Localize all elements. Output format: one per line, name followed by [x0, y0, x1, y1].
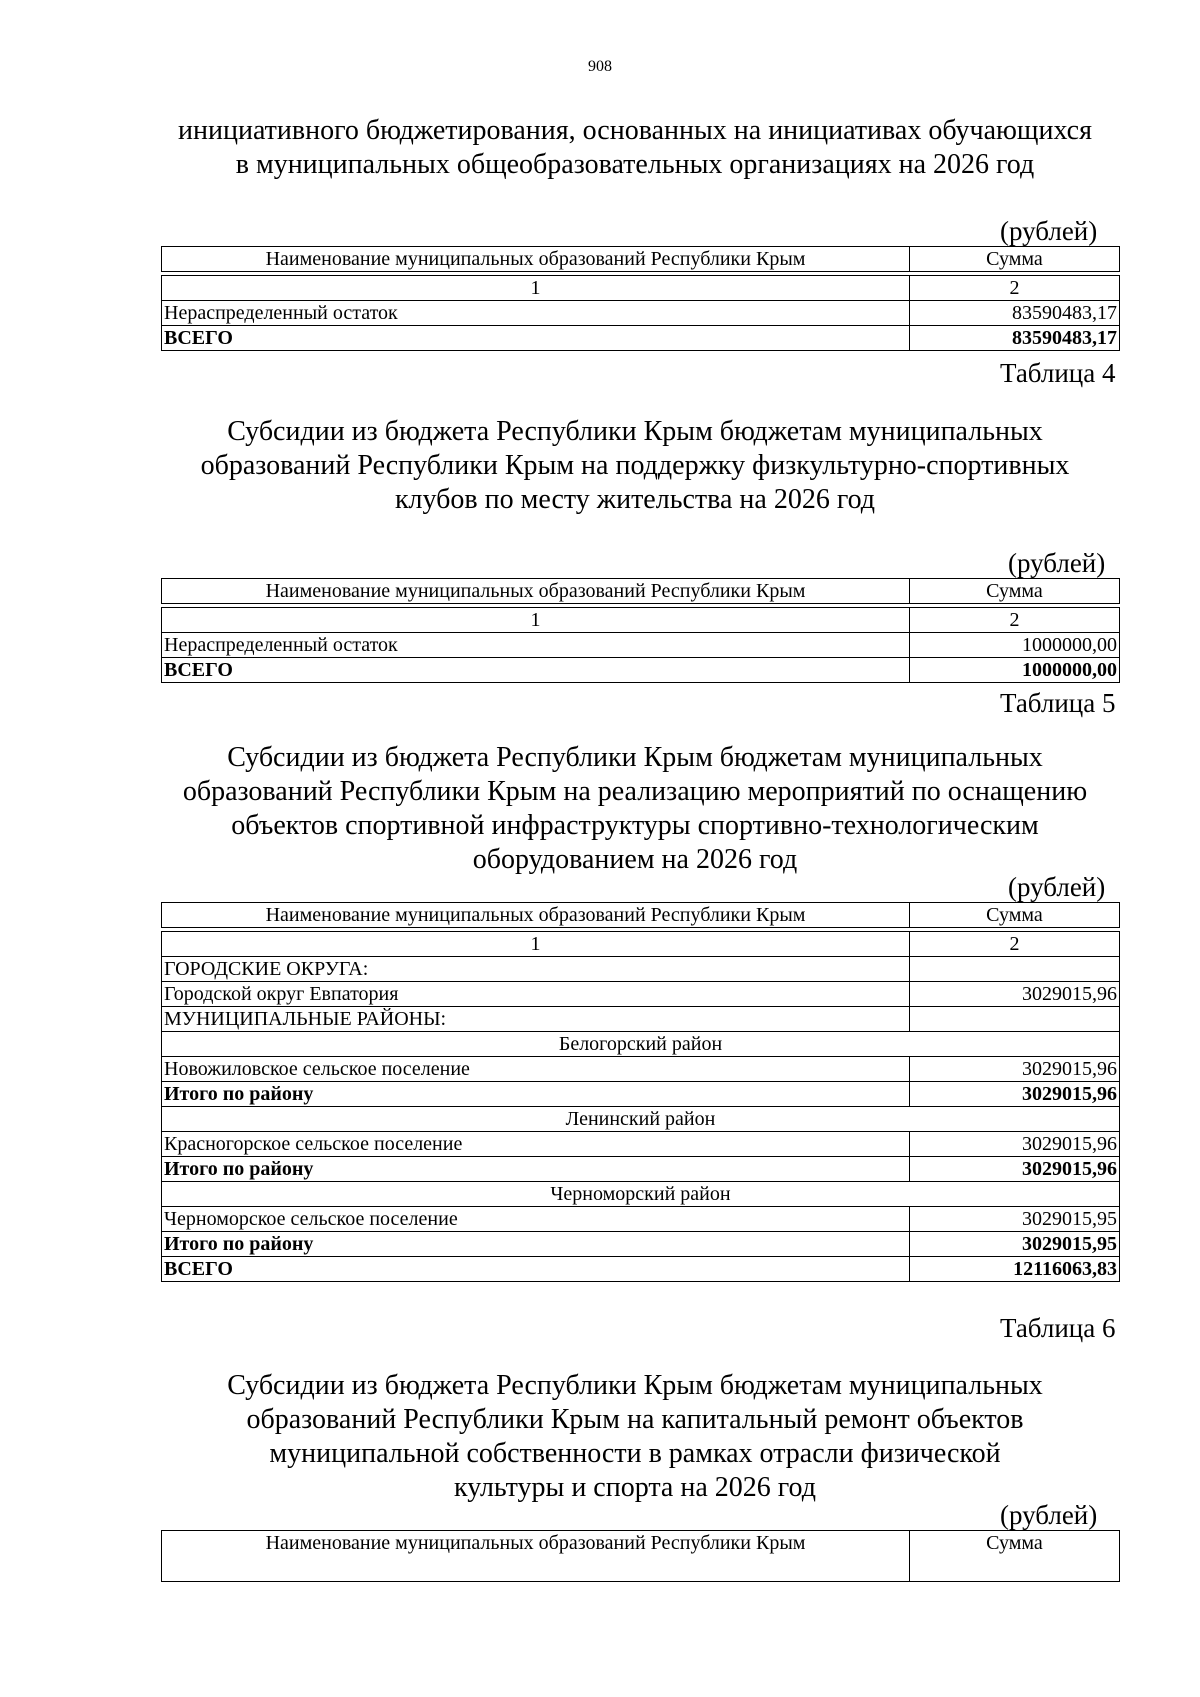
title-line: муниципальной собственности в рамках отрасли физической	[269, 1438, 1001, 1469]
table-label: Таблица 6	[1000, 1313, 1116, 1343]
district-row	[162, 1182, 1120, 1207]
row-sum: 1000000,00	[910, 633, 1120, 658]
total-sum: 1000000,00	[910, 658, 1120, 683]
section3-title	[150, 741, 1120, 877]
row-name: Городской округ Евпатория	[162, 982, 910, 1007]
table-row	[162, 1207, 1120, 1232]
header-name: Наименование муниципальных образований Республики Крым	[162, 1531, 910, 1582]
title-line: Субсидии из бюджета Республики Крым бюджетам муниципальных	[227, 742, 1043, 773]
title-line: Субсидии из бюджета Республики Крым бюджетам муниципальных	[227, 1370, 1043, 1401]
unit-label: (рублей)	[1000, 216, 1098, 246]
column-number: 1	[162, 608, 910, 633]
column-number: 2	[910, 932, 1120, 957]
subtotal-row	[162, 1232, 1120, 1257]
column-number: 1	[162, 276, 910, 301]
header-name: Наименование муниципальных образований Республики Крым	[162, 903, 910, 928]
table-row	[162, 1057, 1120, 1082]
row-sum: 3029015,95	[910, 1207, 1120, 1232]
table-row	[162, 1132, 1120, 1157]
header-sum: Сумма	[910, 903, 1120, 928]
table-header-row	[162, 1531, 1120, 1582]
row-sum: 3029015,96	[910, 982, 1120, 1007]
title-line: в муниципальных общеобразовательных организациях на 2026 год	[235, 149, 1035, 180]
row-name: Нераспределенный остаток	[162, 633, 910, 658]
total-sum: 83590483,17	[910, 326, 1120, 351]
title-line: образований Республики Крым на поддержку физкультурно-спортивных	[200, 450, 1070, 481]
unit-label: (рублей)	[1008, 548, 1106, 578]
total-row	[162, 658, 1120, 683]
subtotal-row	[162, 1082, 1120, 1107]
row-name: Красногорское сельское поселение	[162, 1132, 910, 1157]
group-header-row	[162, 957, 1120, 982]
header-name: Наименование муниципальных образований Республики Крым	[162, 579, 910, 604]
unit-label: (рублей)	[1000, 1500, 1098, 1530]
table-label: Таблица 5	[1000, 688, 1116, 718]
row-name: Нераспределенный остаток	[162, 301, 910, 326]
title-line: культуры и спорта на 2026 год	[453, 1472, 816, 1503]
section1-table	[161, 246, 1120, 351]
title-line: образований Республики Крым на реализацию мероприятий по оснащению	[182, 776, 1088, 807]
column-number-row	[162, 276, 1120, 301]
row-sum: 3029015,96	[910, 1132, 1120, 1157]
group-header: ГОРОДСКИЕ ОКРУГА:	[162, 957, 910, 982]
table-header-row	[162, 247, 1120, 272]
title-line: клубов по месту жительства на 2026 год	[394, 484, 876, 515]
table-row	[162, 633, 1120, 658]
total-sum: 12116063,83	[910, 1257, 1120, 1282]
subtotal-sum: 3029015,96	[910, 1157, 1120, 1182]
column-number-row	[162, 608, 1120, 633]
title-line: образований Республики Крым на капитальный ремонт объектов	[246, 1404, 1024, 1435]
section4-table	[161, 1530, 1120, 1582]
title-line: объектов спортивной инфраструктуры спортивно-технологическим	[231, 810, 1039, 841]
district-name: Ленинский район	[162, 1107, 1120, 1132]
column-number: 1	[162, 932, 910, 957]
section1-title	[150, 114, 1120, 182]
total-row	[162, 326, 1120, 351]
table-row	[162, 301, 1120, 326]
group-header-row	[162, 1007, 1120, 1032]
section2-title	[150, 415, 1120, 517]
header-sum: Сумма	[910, 1531, 1120, 1582]
subtotal-name: Итого по району	[162, 1157, 910, 1182]
column-number-row	[162, 932, 1120, 957]
title-line: оборудованием на 2026 год	[472, 844, 798, 875]
subtotal-name: Итого по району	[162, 1232, 910, 1257]
table-header-row	[162, 579, 1120, 604]
subtotal-row	[162, 1157, 1120, 1182]
table-header-row	[162, 903, 1120, 928]
row-name: Черноморское сельское поселение	[162, 1207, 910, 1232]
district-name: Черноморский район	[162, 1182, 1120, 1207]
section4-title	[150, 1369, 1120, 1505]
header-name: Наименование муниципальных образований Республики Крым	[162, 247, 910, 272]
row-sum: 83590483,17	[910, 301, 1120, 326]
section3-table	[161, 902, 1120, 1282]
header-sum: Сумма	[910, 579, 1120, 604]
total-row	[162, 1257, 1120, 1282]
table-label: Таблица 4	[1000, 358, 1116, 388]
total-name: ВСЕГО	[162, 658, 910, 683]
title-line: Субсидии из бюджета Республики Крым бюджетам муниципальных	[227, 416, 1043, 447]
table-row	[162, 982, 1120, 1007]
title-line: инициативного бюджетирования, основанных на инициативах обучающихся	[178, 115, 1092, 146]
subtotal-sum: 3029015,95	[910, 1232, 1120, 1257]
subtotal-name: Итого по району	[162, 1082, 910, 1107]
total-name: ВСЕГО	[162, 1257, 910, 1282]
district-row	[162, 1107, 1120, 1132]
page-number: 908	[588, 58, 612, 75]
section2-table	[161, 578, 1120, 683]
header-sum: Сумма	[910, 247, 1120, 272]
group-header: МУНИЦИПАЛЬНЫЕ РАЙОНЫ:	[162, 1007, 910, 1032]
total-name: ВСЕГО	[162, 326, 910, 351]
row-name: Новожиловское сельское поселение	[162, 1057, 910, 1082]
unit-label: (рублей)	[1008, 872, 1106, 902]
subtotal-sum: 3029015,96	[910, 1082, 1120, 1107]
row-sum: 3029015,96	[910, 1057, 1120, 1082]
column-number: 2	[910, 276, 1120, 301]
district-name: Белогорский район	[162, 1032, 1120, 1057]
district-row	[162, 1032, 1120, 1057]
column-number: 2	[910, 608, 1120, 633]
